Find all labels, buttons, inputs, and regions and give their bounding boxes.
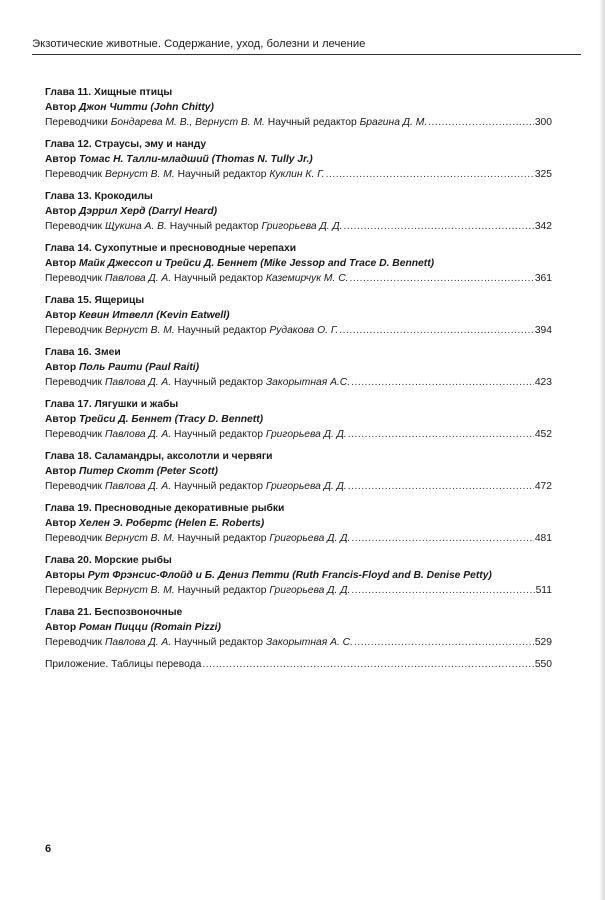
editor-label: Научный редактор (177, 325, 267, 336)
chapter-title: Глава 19. Пресноводные декоративные рыбки (45, 503, 285, 514)
appendix-title: Приложение. Таблицы перевода (45, 659, 202, 670)
toc-chapter-entry[interactable] (45, 501, 552, 546)
editor-label: Научный редактор (174, 273, 263, 284)
chapter-title: Глава 12. Страусы, эму и нанду (45, 139, 207, 150)
author-name: Питер Скотт (Peter Scott) (79, 466, 218, 477)
credits-text (45, 271, 349, 286)
editor-name: Григорьева Д. Д. (269, 585, 351, 596)
chapter-page: 361 (534, 273, 552, 284)
chapter-credits (45, 323, 552, 338)
translators-names: Павлова Д. А. (104, 377, 172, 388)
chapter-page: 452 (534, 429, 552, 440)
toc-chapter-entry[interactable] (45, 137, 552, 182)
toc-chapter-entry[interactable] (45, 189, 552, 234)
editor-label: Научный редактор (174, 377, 263, 388)
chapter-author (45, 620, 552, 635)
chapter-credits (45, 427, 552, 442)
chapter-credits (45, 115, 552, 130)
dot-leader (354, 635, 534, 650)
dot-leader (326, 167, 534, 182)
table-of-contents (45, 85, 552, 672)
editor-label: Научный редактор (174, 637, 263, 648)
credits-text (45, 635, 353, 650)
author-name: Майк Джессоп и Трейси Д. Беннет (Mike Jessop and Trace D. Bennett) (79, 258, 435, 269)
author-name: Томас Н. Талли-младший (Thomas N. Tully Jr.) (79, 154, 313, 165)
editor-name: Рудакова О. Г. (269, 325, 339, 336)
author-label: Автор (45, 102, 77, 113)
credits-text (45, 219, 343, 234)
page-edge-shadow (599, 0, 605, 900)
translators-names: Павлова Д. А. (104, 481, 172, 492)
toc-chapter-entry[interactable] (45, 605, 552, 650)
chapter-author (45, 100, 552, 115)
author-label: Автор (45, 154, 77, 165)
dot-leader (348, 479, 534, 494)
editor-name: Каземирчук М. С. (265, 273, 349, 284)
translators-label: Переводчики (45, 117, 108, 128)
chapter-author (45, 568, 552, 583)
credits-text (45, 115, 427, 130)
editor-label: Научный редактор (177, 585, 267, 596)
dot-leader (339, 323, 534, 338)
translators-label: Переводчик (45, 325, 103, 336)
dot-leader (348, 427, 534, 442)
toc-chapter-entry[interactable] (45, 241, 552, 286)
running-header: Экзотические животные. Содержание, уход, болезни и лечение (32, 38, 366, 50)
chapter-credits (45, 219, 552, 234)
translators-names: Вернуст В. М. (104, 325, 175, 336)
credits-text (45, 583, 350, 598)
translators-label: Переводчик (45, 637, 103, 648)
credits-text (45, 531, 350, 546)
translators-label: Переводчик (45, 221, 103, 232)
chapter-title: Глава 14. Сухопутные и пресноводные черепахи (45, 243, 297, 254)
editor-label: Научный редактор (267, 117, 357, 128)
editor-label: Научный редактор (174, 481, 263, 492)
translators-names: Вернуст В. М. (104, 585, 175, 596)
credits-text (45, 323, 338, 338)
header-rule (32, 54, 581, 55)
editor-label: Научный редактор (169, 221, 259, 232)
author-label: Автор (45, 414, 77, 425)
author-name: Хелен Э. Робертс (Helen E. Roberts) (79, 518, 265, 529)
credits-text (45, 375, 350, 390)
chapter-credits (45, 167, 552, 182)
author-name: Трейси Д. Беннет (Tracy D. Bennett) (79, 414, 264, 425)
translators-label: Переводчик (45, 481, 103, 492)
dot-leader (344, 219, 534, 234)
chapter-credits (45, 271, 552, 286)
chapter-credits (45, 479, 552, 494)
chapter-title: Глава 21. Беспозвоночные (45, 607, 183, 618)
author-name: Рут Фрэнсис-Флойд и Б. Дениз Петти (Ruth Francis-Floyd and B. Denise Petty) (87, 570, 492, 581)
chapter-author (45, 516, 552, 531)
translators-label: Переводчик (45, 429, 103, 440)
author-name: Кевин Итвелл (Kevin Eatwell) (79, 310, 230, 321)
translators-names: Павлова Д. А. (104, 429, 172, 440)
chapter-author (45, 464, 552, 479)
dot-leader (351, 375, 534, 390)
editor-label: Научный редактор (177, 533, 267, 544)
author-label: Автор (45, 258, 77, 269)
chapter-credits (45, 583, 552, 598)
author-label: Автор (45, 622, 77, 633)
author-name: Роман Пицци (Romain Pizzi) (79, 622, 221, 633)
chapter-credits (45, 635, 552, 650)
author-label: Автор (45, 310, 77, 321)
appendix-page: 550 (534, 659, 552, 670)
translators-names: Павлова Д. А. (104, 273, 172, 284)
chapter-credits (45, 375, 552, 390)
toc-chapter-entry[interactable] (45, 345, 552, 390)
page-number: 6 (45, 843, 52, 855)
author-label: Авторы (45, 570, 85, 581)
toc-chapter-entry[interactable] (45, 449, 552, 494)
chapter-title: Глава 16. Змеи (45, 347, 121, 358)
chapter-page: 394 (534, 325, 552, 336)
credits-text (45, 427, 347, 442)
translators-label: Переводчик (45, 377, 103, 388)
editor-name: Григорьева Д. Д. (261, 221, 343, 232)
editor-name: Закорытная А. С. (265, 637, 353, 648)
editor-name: Закорытная А.С. (265, 377, 351, 388)
editor-name: Григорьева Д. Д. (265, 429, 347, 440)
dot-leader (351, 583, 534, 598)
author-label: Автор (45, 362, 77, 373)
dot-leader (202, 657, 533, 672)
dot-leader (351, 531, 533, 546)
translators-names: Павлова Д. А. (104, 637, 172, 648)
translators-label: Переводчик (45, 585, 103, 596)
chapter-author (45, 308, 552, 323)
chapter-credits (45, 531, 552, 546)
chapter-page: 423 (534, 377, 552, 388)
author-name: Поль Раити (Paul Raiti) (79, 362, 200, 373)
chapter-page: 325 (534, 169, 552, 180)
chapter-author (45, 412, 552, 427)
credits-text (45, 479, 347, 494)
chapter-page: 481 (534, 533, 552, 544)
translators-names: Вернуст В. М. (104, 533, 175, 544)
chapter-title: Глава 13. Крокодилы (45, 191, 153, 202)
editor-name: Куклин К. Г. (269, 169, 325, 180)
author-label: Автор (45, 518, 77, 529)
chapter-title: Глава 17. Лягушки и жабы (45, 399, 179, 410)
author-name: Дэррил Херд (Darryl Heard) (79, 206, 218, 217)
translators-label: Переводчик (45, 169, 103, 180)
chapter-author (45, 204, 552, 219)
chapter-page: 529 (534, 637, 552, 648)
toc-chapter-entry[interactable] (45, 85, 552, 130)
chapter-page: 511 (535, 585, 552, 596)
translators-names: Бондарева М. В., Вернуст В. М. (110, 117, 265, 128)
editor-label: Научный редактор (177, 169, 267, 180)
toc-entry-appendix[interactable] (45, 657, 552, 672)
author-label: Автор (45, 206, 77, 217)
toc-chapter-entry[interactable] (45, 397, 552, 442)
chapter-page: 342 (534, 221, 552, 232)
author-label: Автор (45, 466, 77, 477)
translators-names: Щукина А. В. (104, 221, 167, 232)
chapter-title: Глава 18. Саламандры, аксолотли и червяги (45, 451, 273, 462)
toc-chapter-entry[interactable] (45, 553, 552, 598)
translators-names: Вернуст В. М. (104, 169, 175, 180)
translators-label: Переводчик (45, 273, 103, 284)
chapter-title: Глава 11. Хищные птицы (45, 87, 173, 98)
translators-label: Переводчик (45, 533, 103, 544)
credits-text (45, 167, 325, 182)
chapter-page: 300 (534, 117, 552, 128)
editor-name: Григорьева Д. Д. (269, 533, 351, 544)
author-name: Джон Читти (John Chitty) (79, 102, 214, 113)
chapter-author (45, 152, 552, 167)
chapter-author (45, 256, 552, 271)
chapter-list (45, 85, 552, 650)
dot-leader (350, 271, 534, 286)
toc-chapter-entry[interactable] (45, 293, 552, 338)
chapter-title: Глава 20. Морские рыбы (45, 555, 172, 566)
chapter-page: 472 (534, 481, 552, 492)
chapter-author (45, 360, 552, 375)
dot-leader (428, 115, 534, 130)
chapter-title: Глава 15. Ящерицы (45, 295, 145, 306)
editor-label: Научный редактор (174, 429, 263, 440)
editor-name: Брагина Д. М. (359, 117, 428, 128)
editor-name: Григорьева Д. Д. (265, 481, 347, 492)
